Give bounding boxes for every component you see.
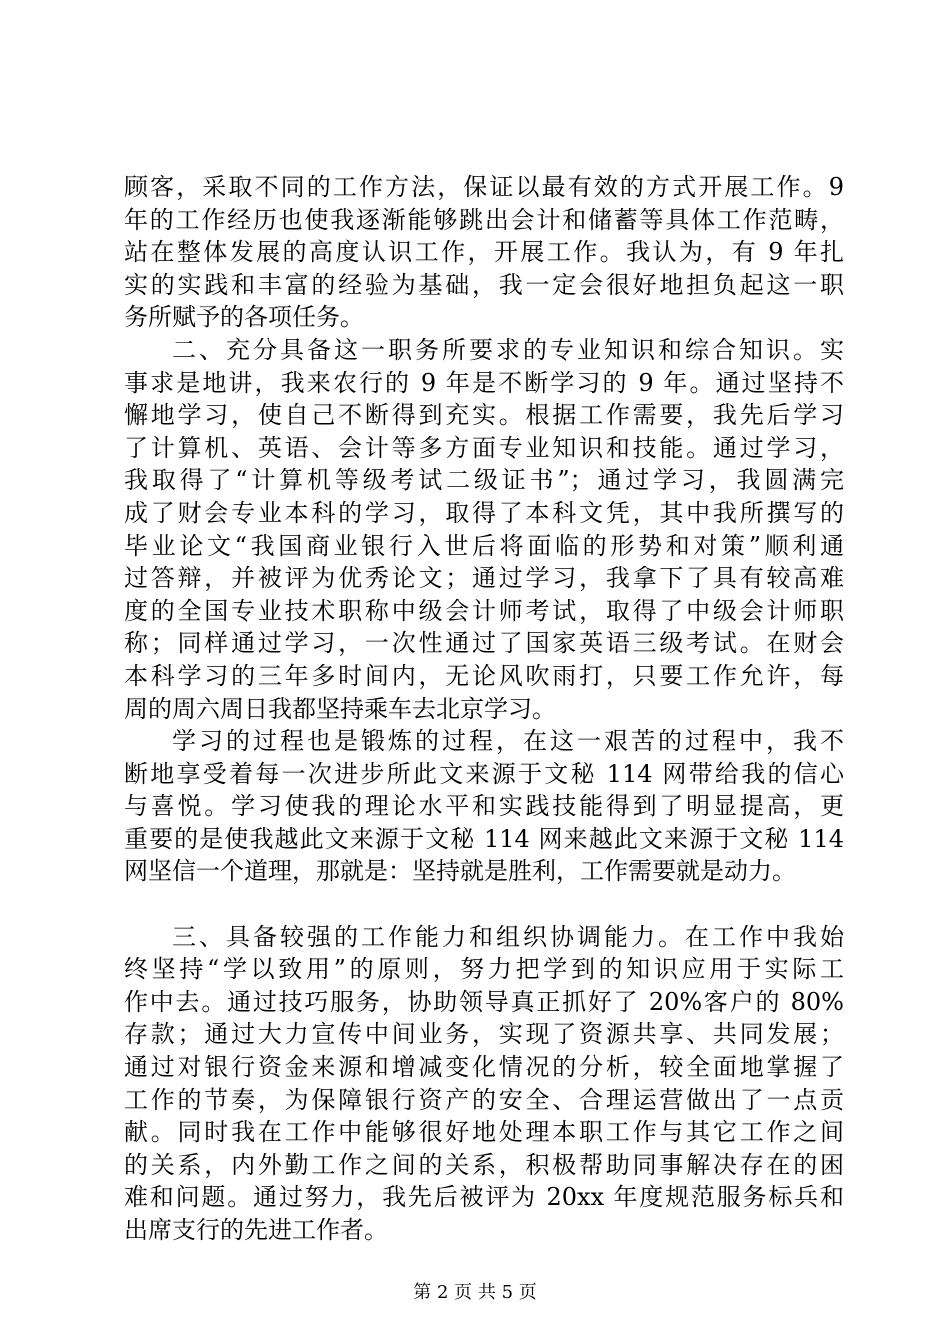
text-line: 年的工作经历也使我逐渐能够跳出会计和储蓄等具体工作范畴， <box>124 205 844 234</box>
text-line: 学习的过程也是锻炼的过程，在这一艰苦的过程中，我不 <box>172 727 844 756</box>
text-line: 二、充分具备这一职务所要求的专业知识和综合知识。实 <box>172 335 844 364</box>
text-line: 三、具备较强的工作能力和组织协调能力。在工作中我始 <box>172 922 844 951</box>
text-line: 存款；通过大力宣传中间业务，实现了资源共享、共同发展； <box>124 1020 844 1049</box>
paragraph-gap <box>124 888 844 921</box>
paragraph-3 <box>124 725 844 888</box>
text-line: 难和问题。通过努力，我先后被评为 20xx 年度规范服务标兵和 <box>124 1183 844 1212</box>
text-line: 网坚信一个道理，那就是：坚持就是胜利，工作需要就是动力。 <box>124 857 796 886</box>
text-line: 过答辩，并被评为优秀论文；通过学习，我拿下了具有较高难 <box>124 564 844 593</box>
text-line: 我取得了“计算机等级考试二级证书”；通过学习，我圆满完 <box>124 466 844 495</box>
text-line: 本科学习的三年多时间内，无论风吹雨打，只要工作允许，每 <box>124 661 844 690</box>
text-line: 了计算机、英语、会计等多方面专业知识和技能。通过学习， <box>124 433 844 462</box>
paragraph-1 <box>124 171 844 334</box>
text-line: 懈地学习，使自己不断得到充实。根据工作需要，我先后学习 <box>124 401 844 430</box>
text-line: 断地享受着每一次进步所此文来源于文秘 114 网带给我的信心 <box>124 759 844 788</box>
body-text <box>124 171 844 1247</box>
text-line: 成了财会专业本科的学习，取得了本科文凭，其中我所撰写的 <box>124 498 844 527</box>
text-line: 献。同时我在工作中能够很好地处理本职工作与其它工作之间 <box>124 1118 844 1147</box>
text-line: 周的周六周日我都坚持乘车去北京学习。 <box>124 694 556 723</box>
text-line: 称；同样通过学习，一次性通过了国家英语三级考试。在财会 <box>124 629 844 658</box>
page-number-footer: 第 2 页 共 5 页 <box>413 1282 537 1303</box>
text-line: 重要的是使我越此文来源于文秘 114 网来越此文来源于文秘 114 <box>124 824 844 853</box>
text-line: 站在整体发展的高度认识工作，开展工作。我认为，有 9 年扎 <box>124 238 844 267</box>
text-line: 度的全国专业技术职称中级会计师考试，取得了中级会计师职 <box>124 596 844 625</box>
text-line: 终坚持“学以致用”的原则，努力把学到的知识应用于实际工 <box>124 955 844 984</box>
text-line: 顾客，采取不同的工作方法，保证以最有效的方式开展工作。9 <box>124 173 844 201</box>
text-line: 与喜悦。学习使我的理论水平和实践技能得到了明显提高，更 <box>124 792 844 821</box>
text-line: 事求是地讲，我来农行的 9 年是不断学习的 9 年。通过坚持不 <box>124 368 844 397</box>
text-line: 实的实践和丰富的经验为基础，我一定会很好地担负起这一职 <box>124 270 844 299</box>
text-line: 的关系，内外勤工作之间的关系，积极帮助同事解决存在的困 <box>124 1150 844 1179</box>
paragraph-2 <box>124 334 844 725</box>
text-line: 出席支行的先进工作者。 <box>124 1216 388 1244</box>
text-line: 务所赋予的各项任务。 <box>124 303 364 332</box>
text-line: 作中去。通过技巧服务，协助领导真正抓好了 20%客户的 80% <box>124 987 844 1016</box>
text-line: 通过对银行资金来源和增减变化情况的分析，较全面地掌握了 <box>124 1053 844 1082</box>
text-line: 毕业论文“我国商业银行入世后将面临的形势和对策”顺利通 <box>124 531 844 560</box>
text-line: 工作的节奏，为保障银行资产的安全、合理运营做出了一点贡 <box>124 1085 844 1114</box>
paragraph-4 <box>124 921 844 1247</box>
